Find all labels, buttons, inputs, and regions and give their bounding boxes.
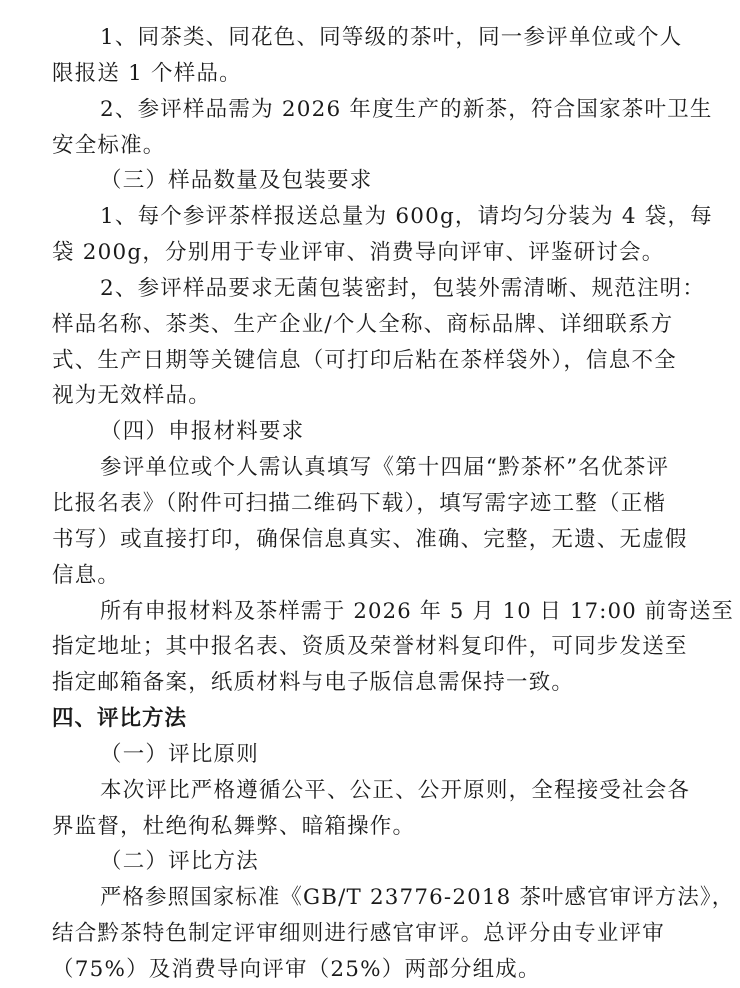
paragraph-line: 2、参评样品需为 2026 年度生产的新茶，符合国家茶叶卫生: [100, 97, 713, 122]
paragraph-line: 结合黔茶特色制定评审细则进行感官审评。总评分由专业评审: [52, 921, 665, 946]
paragraph-line: 书写）或直接打印，确保信息真实、准确、完整，无遗、无虚假: [52, 527, 688, 552]
paragraph-line: 限报送 1 个样品。: [52, 61, 242, 86]
paragraph-line: 样品名称、茶类、生产企业/个人全称、商标品牌、详细联系方: [52, 312, 674, 337]
paragraph-line: 2、参评样品要求无菌包装密封，包装外需清晰、规范注明：: [100, 276, 706, 301]
subsection-heading: （四）申报材料要求: [100, 419, 305, 444]
subsection-heading: （一）评比原则: [100, 742, 259, 767]
paragraph-line: 1、同茶类、同花色、同等级的茶叶，同一参评单位或个人: [100, 25, 683, 50]
paragraph-line: 安全标准。: [52, 133, 166, 158]
subsection-heading: （三）样品数量及包装要求: [100, 168, 373, 193]
paragraph-line: 袋 200g，分别用于专业评审、消费导向评审、评鉴研讨会。: [52, 240, 665, 265]
paragraph-line: 参评单位或个人需认真填写《第十四届“黔茶杯”名优茶评: [100, 455, 670, 480]
paragraph-line: 视为无效样品。: [52, 383, 211, 408]
paragraph-line: 严格参照国家标准《GB/T 23776-2018 茶叶感官审评方法》，: [100, 885, 735, 910]
paragraph-line: 1、每个参评茶样报送总量为 600g，请均匀分装为 4 袋，每: [100, 204, 713, 229]
paragraph-line: 界监督，杜绝徇私舞弊、暗箱操作。: [52, 814, 416, 839]
paragraph-line: 本次评比严格遵循公平、公正、公开原则，全程接受社会各: [100, 778, 691, 803]
paragraph-line: 式、生产日期等关键信息（可打印后粘在茶样袋外），信息不全: [52, 348, 677, 373]
paragraph-line: 所有申报材料及茶样需于 2026 年 5 月 10 日 17:00 前寄送至: [100, 599, 734, 624]
paragraph-line: 指定地址；其中报名表、资质及荣誉材料复印件，可同步发送至: [52, 634, 688, 659]
paragraph-line: 信息。: [52, 563, 121, 588]
subsection-heading: （二）评比方法: [100, 849, 259, 874]
paragraph-line: （75%）及消费导向评审（25%）两部分组成。: [52, 957, 541, 982]
section-heading: 四、评比方法: [52, 706, 188, 731]
paragraph-line: 指定邮箱备案，纸质材料与电子版信息需保持一致。: [52, 670, 575, 695]
paragraph-line: 比报名表》（附件可扫描二维码下载），填写需字迹工整（正楷: [52, 491, 667, 516]
